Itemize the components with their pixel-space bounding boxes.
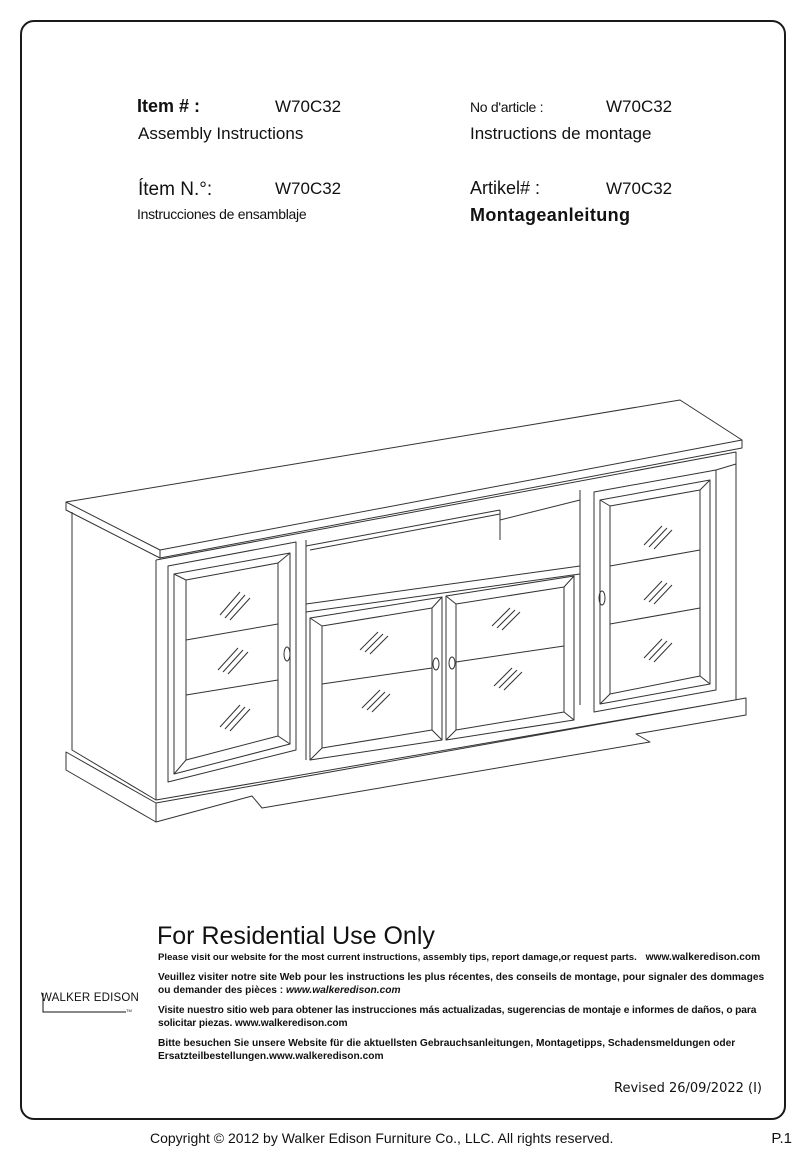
artikel-label: Artikel# : bbox=[470, 178, 541, 198]
notice-fr-text: Veuillez visiter notre site Web pour les instructions les plus récentes, des conseils de montage, pour signaler des dommages ou demander des pièces : bbox=[158, 972, 765, 996]
item-es-value: W70C32 bbox=[275, 179, 342, 198]
logo-tm: TM bbox=[126, 1008, 132, 1013]
notice-fr-url[interactable]: www.walkeredison.com bbox=[285, 985, 401, 996]
assembly-instructions-es: Instrucciones de ensamblaje bbox=[137, 206, 307, 222]
item-es-label: Ítem N.°: bbox=[138, 179, 213, 200]
page-number: P.1 bbox=[771, 1130, 792, 1147]
assembly-instructions-de: Montageanleitung bbox=[470, 205, 631, 225]
item-label: Item # : bbox=[137, 96, 201, 116]
artikel-value: W70C32 bbox=[606, 179, 673, 198]
copyright: Copyright © 2012 by Walker Edison Furniture Co., LLC. All rights reserved. bbox=[150, 1130, 614, 1146]
notice-de-text: Bitte besuchen Sie unsere Website für die aktuellsten Gebrauchsanleitungen, Montagetipps, Schadensmeldungen oder Ersatzteilbestellungen. bbox=[158, 1038, 736, 1062]
notice-de bbox=[158, 1037, 768, 1063]
notice-es-text: Visite nuestro sitio web para obtener las instrucciones más actualizadas, sugerencias de montaje e informes de daños, o para solicitar piezas. bbox=[158, 1005, 757, 1029]
notice-es bbox=[158, 1004, 768, 1030]
notice-en bbox=[158, 951, 768, 964]
assembly-instructions-fr: Instructions de montage bbox=[470, 124, 652, 143]
walker-edison-logo bbox=[40, 990, 140, 1014]
revised-date: Revised 26/09/2022 (I) bbox=[614, 1081, 762, 1096]
notice-en-text: Please visit our website for the most current instructions, assembly tips, report damage,or request parts. bbox=[158, 952, 637, 963]
notice-en-url[interactable]: www.walkeredison.com bbox=[645, 952, 761, 963]
no-article-label: No d'article : bbox=[470, 99, 544, 115]
assembly-instructions-en: Assembly Instructions bbox=[138, 124, 304, 143]
notice-de-url[interactable]: www.walkeredison.com bbox=[268, 1051, 384, 1062]
notice-es-url[interactable]: www.walkeredison.com bbox=[234, 1018, 348, 1029]
residential-use-heading: For Residential Use Only bbox=[157, 922, 435, 950]
notice-fr bbox=[158, 971, 768, 997]
item-value: W70C32 bbox=[275, 97, 342, 116]
logo-text: WALKER EDISON bbox=[40, 992, 140, 1004]
no-article-value: W70C32 bbox=[606, 97, 673, 116]
